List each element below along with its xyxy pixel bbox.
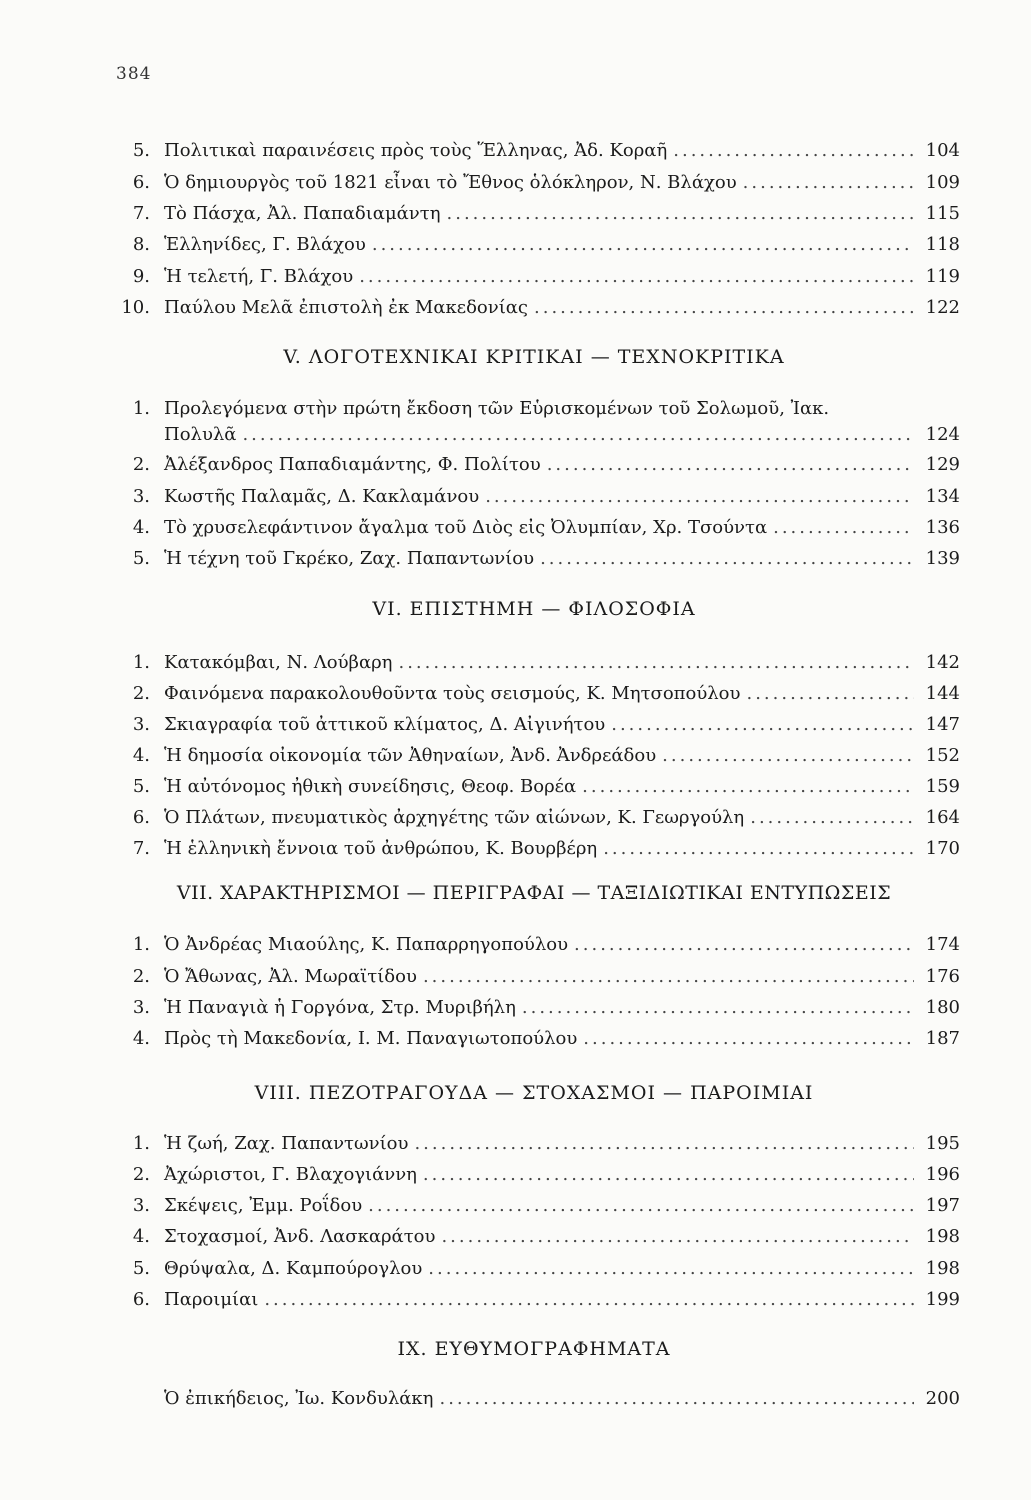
toc-entry [108,1193,960,1219]
dot-leader [522,995,914,1021]
entry-title: Ἀλέξανδρος Παπαδιαμάντης, Φ. Πολίτου [164,454,541,475]
entry-number: 3. [132,714,150,735]
entry-line [164,805,960,831]
entry-number: 4. [132,1028,150,1049]
entry-title: Πολιτικαὶ παραινέσεις πρὸς τοὺς Ἕλληνας, Ἀδ. Κοραῆ [164,140,668,161]
toc-entry [108,1131,960,1157]
section-heading-v: V. ΛΟΓΟΤΕΧΝΙΚΑΙ ΚΡΙΤΙΚΑΙ — ΤΕΧΝΟΚΡΙΤΙΚΑ [283,346,785,368]
entry-page: 129 [925,454,960,475]
toc-entry [108,452,960,478]
entry-page: 198 [925,1258,960,1279]
section-heading-ix: IX. ΕΥΘΥΜΟΓΡΑΦΗΜΑΤΑ [397,1338,671,1360]
entry-title: Τὸ Πάσχα, Ἀλ. Παπαδιαμάντη [164,203,441,224]
dot-leader [423,964,914,990]
toc-entry [108,170,960,196]
entry-title: Στοχασμοί, Ἀνδ. Λασκαράτου [164,1226,436,1247]
entry-title: Παροιμίαι [164,1289,259,1310]
toc-entry [108,836,960,862]
section-heading-vi: VI. ΕΠΙΣΤΗΜΗ — ΦΙΛΟΣΟΦΙΑ [372,598,696,620]
section-heading-vii: VII. ΧΑΡΑΚΤΗΡΙΣΜΟΙ — ΠΕΡΙΓΡΑΦΑΙ — ΤΑΞΙΔΙΩΤΙΚΑΙ ΕΝΤΥΠΩΣΕΙΣ [176,882,892,904]
entry-title: Ἀχώριστοι, Γ. Βλαχογιάννη [164,1164,417,1185]
entry-number: 2. [132,1164,150,1185]
toc-entry [108,774,960,800]
entry-number: 10. [121,297,150,318]
entry-title: Ἡ ἑλληνικὴ ἔννοια τοῦ ἀνθρώπου, Κ. Βουρβέρη [164,838,598,859]
entry-number: 7. [132,203,150,224]
entry-number: 5. [132,1258,150,1279]
entry-line [164,712,960,738]
entry-number: 2. [132,683,150,704]
entry-page: 170 [925,838,960,859]
dot-leader [662,743,914,769]
dot-leader [773,515,914,541]
toc-entry [108,295,960,321]
dot-leader [603,836,914,862]
entry-number: 1. [132,934,150,955]
entry-line [164,232,960,258]
dot-leader [428,1256,914,1282]
entry-number: 8. [132,234,150,255]
dot-leader [441,1224,914,1250]
entry-page: 144 [925,683,960,704]
entry-page: 134 [925,486,960,507]
entry-title: Ἑλληνίδες, Γ. Βλάχου [164,234,366,255]
entry-title-line1: Προλεγόμενα στὴν πρώτη ἔκδοση τῶν Εὑρισκομένων τοῦ Σολωμοῦ, Ἰακ. [164,398,830,419]
entry-title: Ἡ δημοσία οἰκονομία τῶν Ἀθηναίων, Ἀνδ. Ἀνδρεάδου [164,745,657,766]
dot-leader [673,138,914,164]
entry-line [164,452,960,478]
entry-number: 4. [132,1226,150,1247]
dot-leader [485,484,914,510]
entry-line [164,1162,960,1188]
toc-entry [108,546,960,572]
entry-page: 142 [925,652,960,673]
entry-number: 4. [132,517,150,538]
entry-number: 9. [132,266,150,287]
entry-number: 2. [132,966,150,987]
toc-entry [108,515,960,541]
entry-number: 6. [132,1289,150,1310]
entry-title: Ἡ τέχνη τοῦ Γκρέκο, Ζαχ. Παπαντωνίου [164,548,535,569]
entry-line [164,774,960,800]
entry-page: 180 [925,997,960,1018]
toc-entry [108,201,960,227]
toc-entry [108,964,960,990]
dot-leader [368,1193,914,1219]
entry-number: 1. [132,652,150,673]
page-number: 384 [116,64,152,84]
entry-page: 122 [925,297,960,318]
entry-number: 3. [132,1195,150,1216]
entry-line [164,1386,960,1412]
entry-number: 6. [132,172,150,193]
entry-page: 195 [925,1133,960,1154]
toc-entry [108,712,960,738]
entry-page: 187 [925,1028,960,1049]
entry-number: 5. [132,776,150,797]
toc-entry [108,1386,960,1412]
toc-entry [108,932,960,958]
toc-entry [108,138,960,164]
entry-page: 147 [925,714,960,735]
entry-title: Ἡ Παναγιὰ ἡ Γοργόνα, Στρ. Μυριβήλη [164,997,516,1018]
dot-leader [743,170,914,196]
entry-page: 200 [925,1388,960,1409]
entry-number: 5. [132,548,150,569]
entry-line [164,422,960,448]
toc-entry [108,1162,960,1188]
entry-page: 164 [925,807,960,828]
entry-page: 196 [925,1164,960,1185]
entry-title: Θρύψαλα, Δ. Καμπούρογλου [164,1258,423,1279]
entry-page: 119 [925,266,960,287]
entry-page: 159 [925,776,960,797]
entry-line [164,515,960,541]
entry-title: Κατακόμβαι, Ν. Λούβαρη [164,652,393,673]
dot-leader [582,774,914,800]
dot-leader [359,264,914,290]
dot-leader [540,546,914,572]
entry-line [164,295,960,321]
entry-title: Ὁ ἐπικήδειος, Ἰω. Κονδυλάκη [164,1388,434,1409]
toc-entry [108,681,960,707]
entry-title: Ἡ ζωή, Ζαχ. Παπαντωνίου [164,1133,409,1154]
entry-title: Πολυλᾶ [164,424,237,445]
entry-number: 1. [132,1133,150,1154]
toc-entry [108,743,960,769]
entry-line [164,170,960,196]
entry-line [164,650,960,676]
entry-line [164,995,960,1021]
entry-page: 152 [925,745,960,766]
toc-entry [108,1256,960,1282]
dot-leader [439,1386,914,1412]
toc-entry [108,1224,960,1250]
entry-line [164,138,960,164]
dot-leader [423,1162,914,1188]
entry-line [164,836,960,862]
entry-line [164,1026,960,1052]
entry-page: 176 [925,966,960,987]
entry-title: Ὁ Πλάτων, πνευματικὸς ἀρχηγέτης τῶν αἰώνων, Κ. Γεωργούλη [164,807,745,828]
entry-title: Ὁ δημιουργὸς τοῦ 1821 εἶναι τὸ Ἔθνος ὁλόκληρον, Ν. Βλάχου [164,172,737,193]
entry-line [164,1224,960,1250]
entry-title: Φαινόμενα παρακολουθοῦντα τοὺς σεισμούς, Κ. Μητσοπούλου [164,683,741,704]
entry-title: Κωστῆς Παλαμᾶς, Δ. Κακλαμάνου [164,486,480,507]
entry-title: Παύλου Μελᾶ ἐπιστολὴ ἐκ Μακεδονίας [164,297,528,318]
entry-page: 199 [925,1289,960,1310]
entry-page: 198 [925,1226,960,1247]
entry-line [164,1256,960,1282]
dot-leader [611,712,914,738]
entry-line [164,932,960,958]
dot-leader [547,452,914,478]
entry-page: 197 [925,1195,960,1216]
toc-entry [108,1026,960,1052]
dot-leader [750,805,914,831]
entry-title: Ὁ Ἄθωνας, Ἀλ. Μωραϊτίδου [164,966,417,987]
entry-line [164,1287,960,1313]
dot-leader [264,1287,914,1313]
entry-number: 7. [132,838,150,859]
toc-entry [108,396,960,448]
entry-page: 174 [925,934,960,955]
entry-page: 104 [925,140,960,161]
dot-leader [574,932,914,958]
dot-leader [414,1131,914,1157]
entry-title: Ἡ τελετή, Γ. Βλάχου [164,266,354,287]
entry-line [164,546,960,572]
entry-page: 115 [925,203,960,224]
dot-leader [242,422,914,448]
entry-line [164,681,960,707]
dot-leader [372,232,914,258]
section-heading-viii: VIII. ΠΕΖΟΤΡΑΓΟΥΔΑ — ΣΤΟΧΑΣΜΟΙ — ΠΑΡΟΙΜΙΑΙ [254,1082,814,1104]
entry-page: 109 [925,172,960,193]
entry-page: 118 [925,234,960,255]
entry-title: Σκέψεις, Ἐμμ. Ροΐδου [164,1195,363,1216]
entry-title: Σκιαγραφία τοῦ ἀττικοῦ κλίματος, Δ. Αἰγινήτου [164,714,606,735]
entry-line [164,1131,960,1157]
toc-entry [108,1287,960,1313]
entry-number: 4. [132,745,150,766]
entry-title: Πρὸς τὴ Μακεδονία, Ι. Μ. Παναγιωτοπούλου [164,1028,578,1049]
entry-title: Τὸ χρυσελεφάντινον ἄγαλμα τοῦ Διὸς εἰς Ὀλυμπίαν, Χρ. Τσούντα [164,517,768,538]
entry-number: 2. [132,454,150,475]
entry-page: 136 [925,517,960,538]
toc-entry [108,995,960,1021]
entry-number: 1. [132,398,150,419]
entry-title: Ὁ Ἀνδρέας Μιαούλης, Κ. Παπαρρηγοπούλου [164,934,569,955]
toc-entry [108,484,960,510]
dot-leader [746,681,914,707]
entry-number: 3. [132,997,150,1018]
entry-page: 124 [925,424,960,445]
dot-leader [447,201,915,227]
entry-number: 6. [132,807,150,828]
dot-leader [398,650,914,676]
toc-entry [108,805,960,831]
toc-entry [108,650,960,676]
entry-line [164,964,960,990]
entry-title: Ἡ αὐτόνομος ἠθικὴ συνείδησις, Θεοφ. Βορέα [164,776,577,797]
entry-line [164,743,960,769]
entry-page: 139 [925,548,960,569]
entry-number: 3. [132,486,150,507]
toc-entry [108,232,960,258]
entry-line [164,484,960,510]
entry-number: 5. [132,140,150,161]
dot-leader [534,295,914,321]
toc-entry [108,264,960,290]
entry-line [164,1193,960,1219]
entry-line [164,264,960,290]
dot-leader [583,1026,914,1052]
entry-line [164,201,960,227]
